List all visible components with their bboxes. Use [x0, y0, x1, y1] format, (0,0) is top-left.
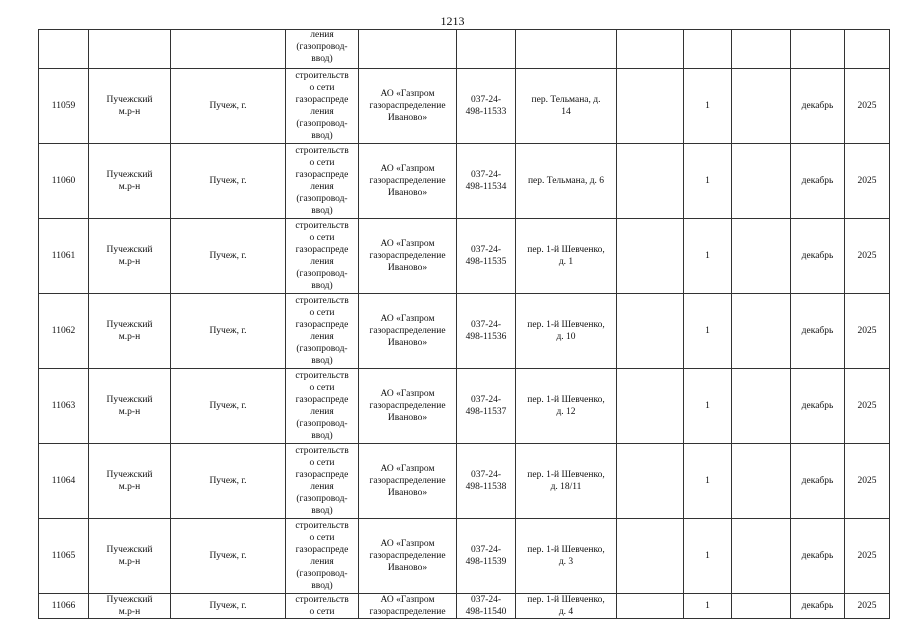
organization-line: газораспределение [369, 607, 446, 617]
district-line: м.р-н [118, 607, 141, 617]
cell-year [845, 444, 890, 519]
settlement: Пучеж, г. [209, 251, 247, 261]
work-type-line: строительств [295, 221, 349, 231]
settlement: Пучеж, г. [209, 601, 247, 611]
work-type-line: ления [310, 407, 334, 417]
cell-qty [684, 294, 732, 369]
work-type-line: ввод) [311, 206, 333, 216]
cell-address [516, 144, 617, 219]
code-line: 037-24- [470, 470, 502, 480]
cell-org [359, 519, 457, 594]
quantity: 1 [705, 101, 710, 111]
organization-line: АО «Газпром [380, 239, 435, 249]
district-line: м.р-н [118, 257, 141, 267]
work-type-line: ввод) [311, 131, 333, 141]
work-type-line: ввод) [311, 431, 333, 441]
cell-month [791, 144, 845, 219]
cell-work-type [286, 69, 359, 144]
work-type-line: о сети [309, 308, 335, 318]
code-line: 037-24- [470, 170, 502, 180]
cell-empty [617, 69, 684, 144]
work-type-line: ления [310, 332, 334, 342]
quantity: 1 [705, 176, 710, 186]
cell-org [359, 594, 457, 619]
work-type-line: ввод) [311, 356, 333, 366]
cell-code [457, 294, 516, 369]
work-type-line: ления [310, 30, 334, 40]
table-row [39, 369, 890, 444]
work-type-line: о сети [309, 533, 335, 543]
cell-empty [617, 444, 684, 519]
district-line: м.р-н [118, 182, 141, 192]
year: 2025 [857, 176, 877, 186]
address-line: пер. 1-й Шевченко, [527, 245, 605, 255]
cell-address [516, 444, 617, 519]
cell-settlement [171, 594, 286, 619]
cell-settlement [171, 369, 286, 444]
cell-qty [684, 444, 732, 519]
cell-settlement [171, 294, 286, 369]
work-type-line: о сети [309, 233, 335, 243]
cell-year [845, 594, 890, 619]
cell-empty [732, 219, 791, 294]
cell-code [457, 219, 516, 294]
table-row [39, 69, 890, 144]
cell-address [516, 594, 617, 619]
work-type-line: газораспреде [295, 320, 349, 330]
cell-work-type [286, 219, 359, 294]
cell-district [89, 144, 171, 219]
settlement: Пучеж, г. [209, 176, 247, 186]
cell-settlement [171, 144, 286, 219]
cell-settlement [171, 444, 286, 519]
cell-org [359, 30, 457, 69]
address-line: д. 1 [558, 257, 574, 267]
settlement: Пучеж, г. [209, 101, 247, 111]
district-line: Пучежский [106, 95, 153, 105]
work-type-line: газораспреде [295, 395, 349, 405]
code-line: 498-11539 [465, 557, 507, 567]
organization-line: Иваново» [387, 113, 428, 123]
organization-line: газораспределение [369, 401, 446, 411]
work-type-line: ввод) [311, 54, 333, 64]
work-type-line: строительств [295, 521, 349, 531]
work-type-line: (газопровод- [296, 42, 348, 52]
district-line: м.р-н [118, 332, 141, 342]
work-type-line: строительств [295, 446, 349, 456]
cell-code [457, 594, 516, 619]
quantity: 1 [705, 326, 710, 336]
district-line: м.р-н [118, 107, 141, 117]
cell-settlement [171, 69, 286, 144]
cell-year [845, 369, 890, 444]
cell-qty [684, 369, 732, 444]
row-number: 11060 [51, 176, 76, 186]
cell-code [457, 30, 516, 69]
year: 2025 [857, 101, 877, 111]
work-type-line: газораспреде [295, 95, 349, 105]
cell-qty [684, 594, 732, 619]
cell-empty [617, 144, 684, 219]
organization-line: АО «Газпром [380, 389, 435, 399]
year: 2025 [857, 251, 877, 261]
cell-year [845, 219, 890, 294]
cell-empty [732, 594, 791, 619]
cell-num [39, 219, 89, 294]
quantity: 1 [705, 601, 710, 611]
work-type-line: ления [310, 182, 334, 192]
cell-district [89, 294, 171, 369]
month: декабрь [801, 176, 834, 186]
cell-address [516, 69, 617, 144]
cell-year [845, 519, 890, 594]
row-number: 11064 [51, 476, 76, 486]
work-type-line: ления [310, 557, 334, 567]
work-type-line: о сети [309, 83, 335, 93]
quantity: 1 [705, 251, 710, 261]
work-type-line: (газопровод- [296, 494, 348, 504]
month: декабрь [801, 101, 834, 111]
cell-code [457, 69, 516, 144]
district-line: Пучежский [106, 595, 153, 605]
organization-line: Иваново» [387, 263, 428, 273]
cell-num [39, 519, 89, 594]
month: декабрь [801, 551, 834, 561]
code-line: 037-24- [470, 245, 502, 255]
cell-month [791, 594, 845, 619]
code-line: 498-11534 [465, 182, 507, 192]
year: 2025 [857, 476, 877, 486]
cell-month [791, 369, 845, 444]
cell-empty [732, 444, 791, 519]
cell-code [457, 519, 516, 594]
year: 2025 [857, 601, 877, 611]
cell-empty [617, 30, 684, 69]
work-type-line: газораспреде [295, 545, 349, 555]
cell-org [359, 369, 457, 444]
table-row [39, 519, 890, 594]
address-line: д. 4 [558, 607, 574, 617]
work-type-line: (газопровод- [296, 194, 348, 204]
code-line: 498-11537 [465, 407, 507, 417]
address-line: д. 18/11 [550, 482, 582, 492]
code-line: 498-11533 [465, 107, 507, 117]
month: декабрь [801, 401, 834, 411]
work-type-line: строительств [295, 71, 349, 81]
row-number: 11061 [51, 251, 76, 261]
work-type-line: газораспреде [295, 245, 349, 255]
month: декабрь [801, 601, 834, 611]
cell-month [791, 69, 845, 144]
district-line: Пучежский [106, 170, 153, 180]
cell-month [791, 219, 845, 294]
cell-empty [732, 519, 791, 594]
cell-empty [732, 369, 791, 444]
organization-line: АО «Газпром [380, 539, 435, 549]
code-line: 498-11535 [465, 257, 507, 267]
work-type-line: строительств [295, 371, 349, 381]
cell-month [791, 30, 845, 69]
cell-address [516, 219, 617, 294]
cell-empty [732, 294, 791, 369]
address-line: пер. 1-й Шевченко, [527, 545, 605, 555]
cell-code [457, 144, 516, 219]
continuation-row [39, 30, 890, 69]
cell-qty [684, 519, 732, 594]
cell-year [845, 30, 890, 69]
work-type-line: ввод) [311, 506, 333, 516]
quantity: 1 [705, 551, 710, 561]
registry-table [38, 29, 890, 619]
cell-address [516, 294, 617, 369]
organization-line: газораспределение [369, 551, 446, 561]
cell-code [457, 444, 516, 519]
cell-empty [617, 294, 684, 369]
code-line: 498-11540 [465, 607, 507, 617]
cell-month [791, 519, 845, 594]
address-line: пер. Тельмана, д. [531, 95, 601, 105]
cell-address [516, 369, 617, 444]
cell-address [516, 30, 617, 69]
month: декабрь [801, 326, 834, 336]
work-type-line: газораспреде [295, 470, 349, 480]
code-line: 037-24- [470, 595, 502, 605]
organization-line: Иваново» [387, 338, 428, 348]
work-type-line: газораспреде [295, 170, 349, 180]
settlement: Пучеж, г. [209, 326, 247, 336]
table-row [39, 444, 890, 519]
work-type-line: ввод) [311, 281, 333, 291]
year: 2025 [857, 551, 877, 561]
organization-line: АО «Газпром [380, 464, 435, 474]
address-line: пер. 1-й Шевченко, [527, 595, 605, 605]
cell-month [791, 444, 845, 519]
organization-line: газораспределение [369, 101, 446, 111]
address-line: пер. 1-й Шевченко, [527, 470, 605, 480]
cell-num [39, 144, 89, 219]
organization-line: АО «Газпром [380, 314, 435, 324]
code-line: 037-24- [470, 545, 502, 555]
work-type-line: о сети [309, 458, 335, 468]
cell-district [89, 30, 171, 69]
cell-empty [732, 69, 791, 144]
table-row [39, 144, 890, 219]
settlement: Пучеж, г. [209, 476, 247, 486]
cell-district [89, 369, 171, 444]
row-number: 11063 [51, 401, 76, 411]
cell-empty [732, 144, 791, 219]
work-type-line: о сети [309, 607, 335, 617]
district-line: Пучежский [106, 245, 153, 255]
work-type-line: строительств [295, 146, 349, 156]
cell-work-type [286, 444, 359, 519]
cell-year [845, 144, 890, 219]
cell-settlement [171, 30, 286, 69]
work-type-line: о сети [309, 158, 335, 168]
district-line: Пучежский [106, 395, 153, 405]
district-line: м.р-н [118, 482, 141, 492]
cell-district [89, 69, 171, 144]
cell-address [516, 519, 617, 594]
table-row [39, 294, 890, 369]
code-line: 037-24- [470, 395, 502, 405]
cell-work-type [286, 594, 359, 619]
cell-num [39, 30, 89, 69]
cell-code [457, 369, 516, 444]
cell-qty [684, 144, 732, 219]
work-type-line: (газопровод- [296, 419, 348, 429]
cell-num [39, 444, 89, 519]
settlement: Пучеж, г. [209, 551, 247, 561]
work-type-line: ления [310, 482, 334, 492]
organization-line: Иваново» [387, 413, 428, 423]
address-line: пер. 1-й Шевченко, [527, 395, 605, 405]
address-line: 14 [561, 107, 571, 117]
cell-work-type [286, 369, 359, 444]
address-line: пер. Тельмана, д. 6 [527, 176, 605, 186]
address-line: пер. 1-й Шевченко, [527, 320, 605, 330]
cell-empty [617, 219, 684, 294]
cell-year [845, 294, 890, 369]
district-line: Пучежский [106, 470, 153, 480]
month: декабрь [801, 251, 834, 261]
cell-empty [617, 594, 684, 619]
organization-line: Иваново» [387, 488, 428, 498]
cell-district [89, 519, 171, 594]
work-type-line: ления [310, 257, 334, 267]
cell-work-type [286, 519, 359, 594]
organization-line: Иваново» [387, 188, 428, 198]
cell-qty [684, 219, 732, 294]
row-number: 11066 [51, 601, 76, 611]
cell-month [791, 294, 845, 369]
month: декабрь [801, 476, 834, 486]
cell-district [89, 594, 171, 619]
cell-org [359, 444, 457, 519]
cell-settlement [171, 519, 286, 594]
cell-empty [617, 519, 684, 594]
district-line: м.р-н [118, 557, 141, 567]
work-type-line: строительств [295, 296, 349, 306]
organization-line: газораспределение [369, 251, 446, 261]
year: 2025 [857, 401, 877, 411]
cell-qty [684, 30, 732, 69]
code-line: 037-24- [470, 95, 502, 105]
cell-district [89, 444, 171, 519]
code-line: 498-11538 [465, 482, 507, 492]
cell-num [39, 594, 89, 619]
cell-year [845, 69, 890, 144]
quantity: 1 [705, 476, 710, 486]
work-type-line: (газопровод- [296, 344, 348, 354]
work-type-line: (газопровод- [296, 569, 348, 579]
cell-org [359, 144, 457, 219]
cell-work-type [286, 294, 359, 369]
work-type-line: (газопровод- [296, 269, 348, 279]
organization-line: Иваново» [387, 563, 428, 573]
table-row [39, 219, 890, 294]
page-number: 1213 [440, 14, 465, 28]
organization-line: АО «Газпром [380, 89, 435, 99]
organization-line: газораспределение [369, 326, 446, 336]
year: 2025 [857, 326, 877, 336]
cell-num [39, 294, 89, 369]
cell-org [359, 69, 457, 144]
code-line: 037-24- [470, 320, 502, 330]
cell-settlement [171, 219, 286, 294]
work-type-line: (газопровод- [296, 119, 348, 129]
row-number: 11059 [51, 101, 76, 111]
cell-org [359, 219, 457, 294]
cell-empty [732, 30, 791, 69]
cell-district [89, 219, 171, 294]
row-number: 11062 [51, 326, 76, 336]
address-line: д. 3 [558, 557, 574, 567]
work-type-line: ления [310, 107, 334, 117]
settlement: Пучеж, г. [209, 401, 247, 411]
organization-line: АО «Газпром [380, 164, 435, 174]
address-line: д. 12 [556, 407, 576, 417]
cell-qty [684, 69, 732, 144]
cell-work-type [286, 144, 359, 219]
organization-line: газораспределение [369, 176, 446, 186]
table-row [39, 594, 890, 619]
cell-empty [617, 369, 684, 444]
cell-org [359, 294, 457, 369]
work-type-line: ввод) [311, 581, 333, 591]
row-number: 11065 [51, 551, 76, 561]
address-line: д. 10 [556, 332, 576, 342]
district-line: Пучежский [106, 545, 153, 555]
work-type-line: о сети [309, 383, 335, 393]
organization-line: АО «Газпром [380, 595, 435, 605]
cell-num [39, 369, 89, 444]
cell-work-type [286, 30, 359, 69]
cell-num [39, 69, 89, 144]
district-line: м.р-н [118, 407, 141, 417]
code-line: 498-11536 [465, 332, 507, 342]
organization-line: газораспределение [369, 476, 446, 486]
work-type-line: строительств [295, 595, 349, 605]
district-line: Пучежский [106, 320, 153, 330]
quantity: 1 [705, 401, 710, 411]
